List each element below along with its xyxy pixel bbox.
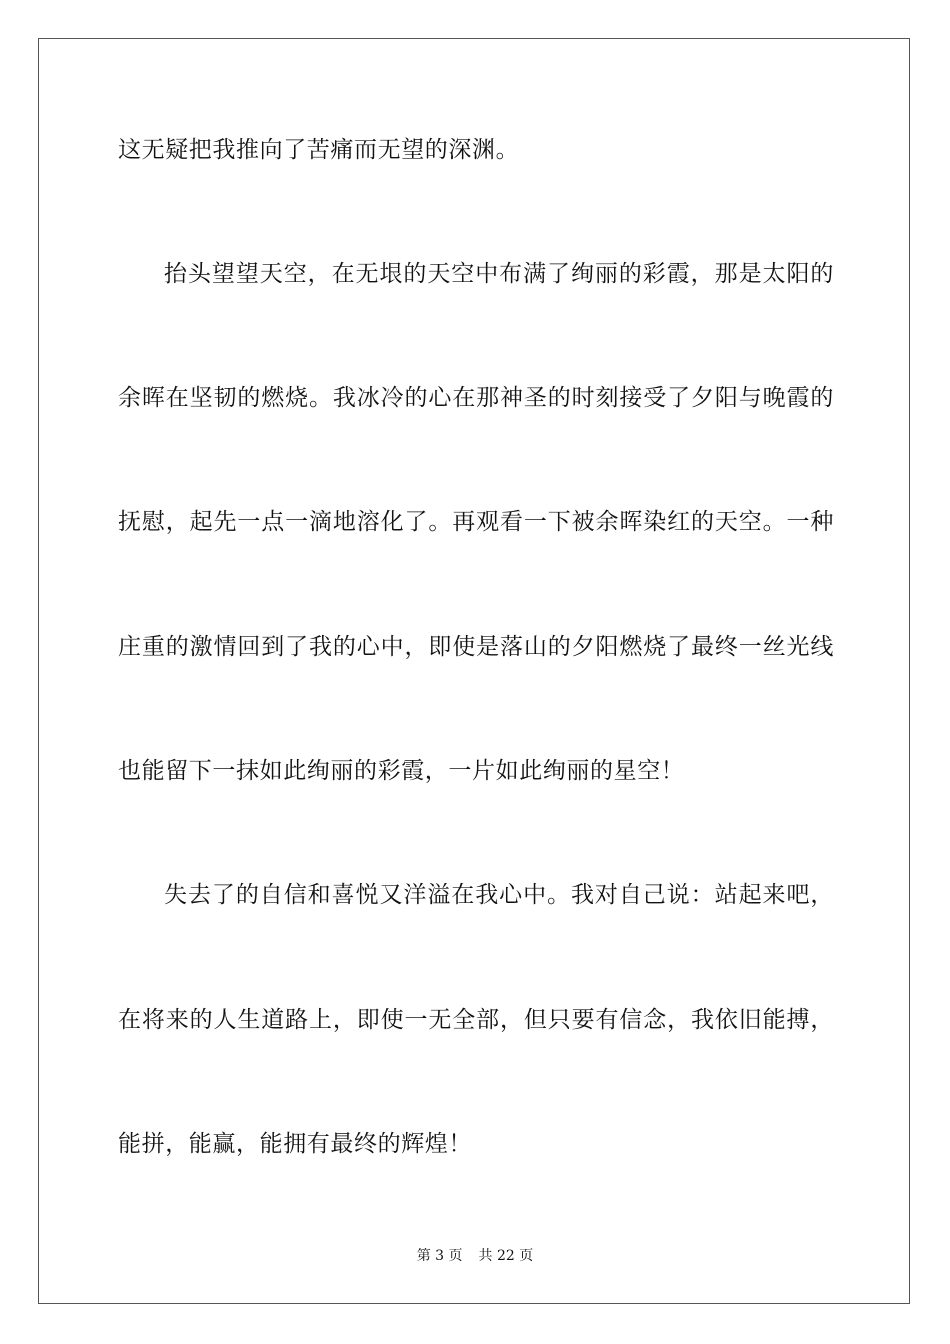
text-line-5: 庄重的激情回到了我的心中，即使是落山的夕阳燃烧了最终一丝光线 bbox=[118, 634, 834, 660]
text-line-8: 在将来的人生道路上，即使一无全部，但只要有信念，我依旧能搏， bbox=[118, 1007, 834, 1033]
text-line-6: 也能留下一抹如此绚丽的彩霞，一片如此绚丽的星空！ bbox=[118, 758, 685, 784]
text-line-9: 能拼，能赢，能拥有最终的辉煌！ bbox=[118, 1131, 472, 1157]
page-number: 第 3 页 bbox=[416, 1248, 463, 1264]
page-footer bbox=[0, 1247, 950, 1265]
text-line-7: 失去了的自信和喜悦又洋溢在我心中。我对自己说：站起来吧， bbox=[164, 882, 834, 908]
page-border bbox=[38, 38, 910, 1304]
text-line-2: 抬头望望天空，在无垠的天空中布满了绚丽的彩霞，那是太阳的 bbox=[164, 261, 834, 287]
total-pages: 共 22 页 bbox=[478, 1248, 534, 1264]
text-line-4: 抚慰，起先一点一滴地溶化了。再观看一下被余晖染红的天空。一种 bbox=[118, 509, 834, 535]
text-line-1: 这无疑把我推向了苦痛而无望的深渊。 bbox=[118, 137, 520, 163]
text-line-3: 余晖在坚韧的燃烧。我冰冷的心在那神圣的时刻接受了夕阳与晚霞的 bbox=[118, 385, 834, 411]
